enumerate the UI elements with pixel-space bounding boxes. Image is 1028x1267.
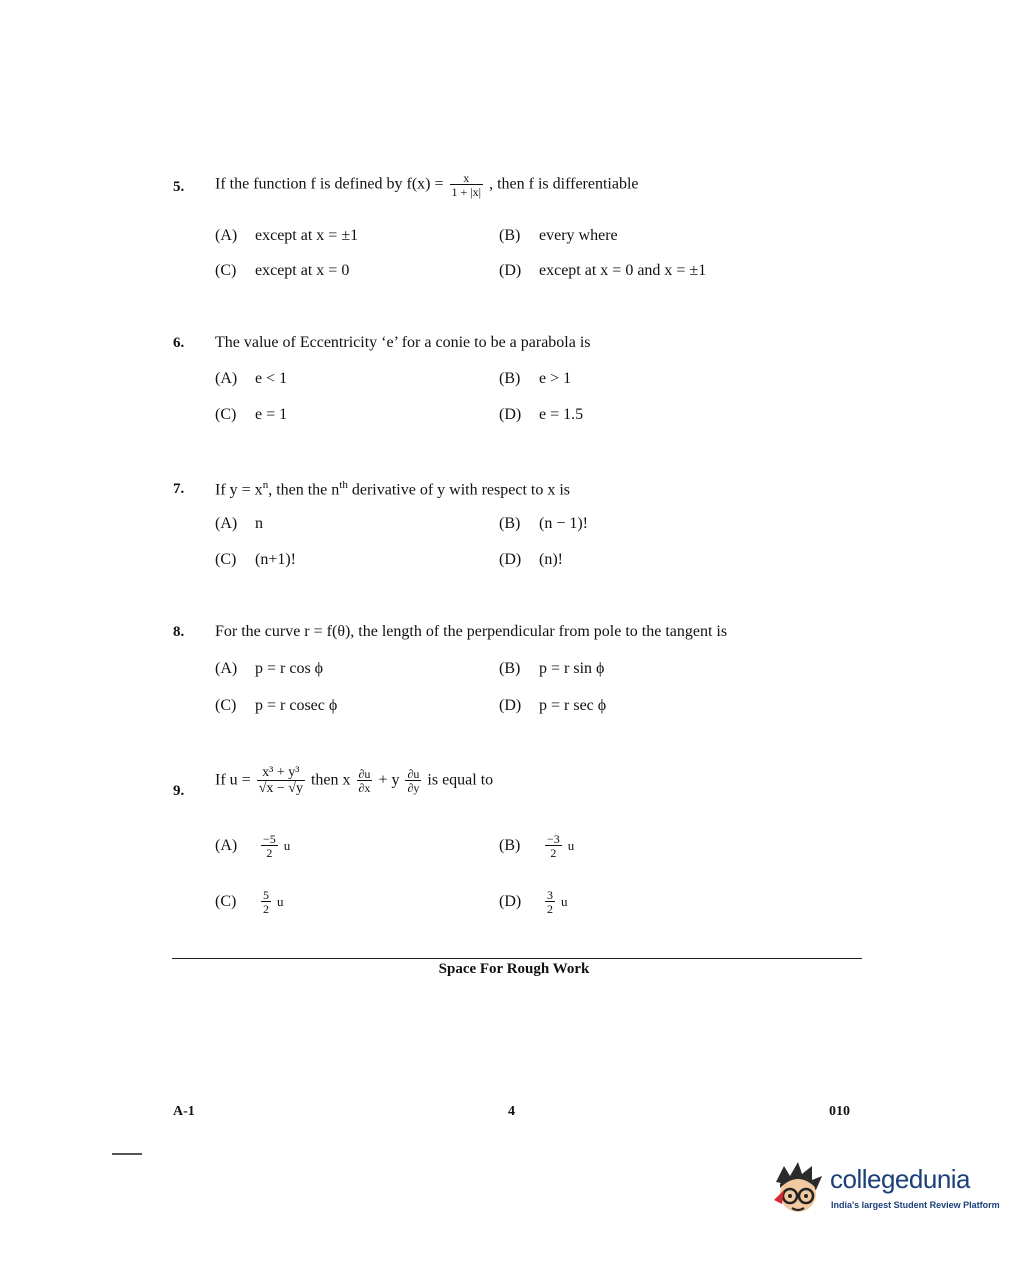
logo-tagline: India's largest Student Review Platform <box>831 1200 1000 1210</box>
question-9-option-c: (C) $\frac{5}{2}$ u <box>215 888 284 916</box>
question-7-text: If $y = x^n$, then the $n^{th}$ derivative of y with respect to x is <box>215 479 571 499</box>
question-9-option-a: (A) $\frac{-5}{2}$ u <box>215 832 291 860</box>
question-7-option-b: (B) (n − 1)! <box>499 515 589 532</box>
question-8-option-b: (B) p = r sin ϕ <box>499 660 605 677</box>
question-8-option-d: (D) p = r sec ϕ <box>499 697 607 714</box>
question-7-option-c: (C) (n+1)! <box>215 551 297 568</box>
question-6-option-b: (B) e > 1 <box>499 370 572 387</box>
question-8-option-c: (C) p = r cosec ϕ <box>215 697 338 714</box>
question-6-option-a: (A) e < 1 <box>215 370 288 387</box>
question-8-number: 8. <box>173 624 185 640</box>
question-9-partial-x: $\frac{\partial u}{\partial x}$ <box>358 767 371 795</box>
logo-wordmark: collegedunia <box>830 1164 971 1194</box>
question-5-text: If the function f is defined by f(x) = $\frac{x}{1 + |x|}$ , then f is differentiable <box>215 171 639 199</box>
question-9-u-fraction: $\frac{\text{x³ + y³}}{√x - √y}$ <box>258 765 303 796</box>
question-7-number: 7. <box>173 481 185 497</box>
question-6-number: 6. <box>173 335 185 351</box>
question-9-text: If u = $\frac{\text{x³ + y³}}{√x - √y}$ then x $\frac{\partial u}{\partial x}$ + y $\frac{\partial u}{\partial y}$ is equal to <box>215 765 494 796</box>
scan-mark <box>112 1153 142 1155</box>
question-6-text: The value of Eccentricity ‘e’ for a conie to be a parabola is <box>215 334 591 351</box>
question-9-number: 9. <box>173 783 185 799</box>
rough-work-divider <box>172 958 862 959</box>
question-8-text: For the curve r = f(θ), the length of the perpendicular from pole to the tangent is <box>215 623 728 640</box>
question-7-option-d: (D) (n)! <box>499 551 563 568</box>
question-9-option-b: (B) $\frac{-3}{2}$ u <box>499 832 575 860</box>
question-5-option-a: (A) except at x = ±1 <box>215 227 359 244</box>
question-7-option-a: (A) n <box>215 515 263 532</box>
question-5-option-b: (B) every where <box>499 227 618 244</box>
page-number: 4 <box>508 1104 515 1119</box>
question-5-fraction: $\frac{x}{1 + |x|}$ <box>451 171 482 199</box>
question-5-option-c: (C) except at x = 0 <box>215 262 350 279</box>
collegedunia-logo <box>770 1160 1000 1220</box>
rough-work-label: Space For Rough Work <box>438 961 590 977</box>
question-6-option-c: (C) e = 1 <box>215 406 288 423</box>
question-6-option-d: (D) e = 1.5 <box>499 406 584 423</box>
mascot-icon <box>770 1160 828 1220</box>
footer-code: A-1 <box>173 1104 195 1119</box>
question-8-option-a: (A) p = r cos ϕ <box>215 660 324 677</box>
paper-code: 010 <box>829 1104 850 1119</box>
question-9-partial-y: $\frac{\partial u}{\partial y}$ <box>407 767 420 795</box>
question-9-option-d: (D) $\frac{3}{2}$ u <box>499 888 568 916</box>
question-5-number: 5. <box>173 179 185 195</box>
question-5-option-d: (D) except at x = 0 and x = ±1 <box>499 262 707 279</box>
